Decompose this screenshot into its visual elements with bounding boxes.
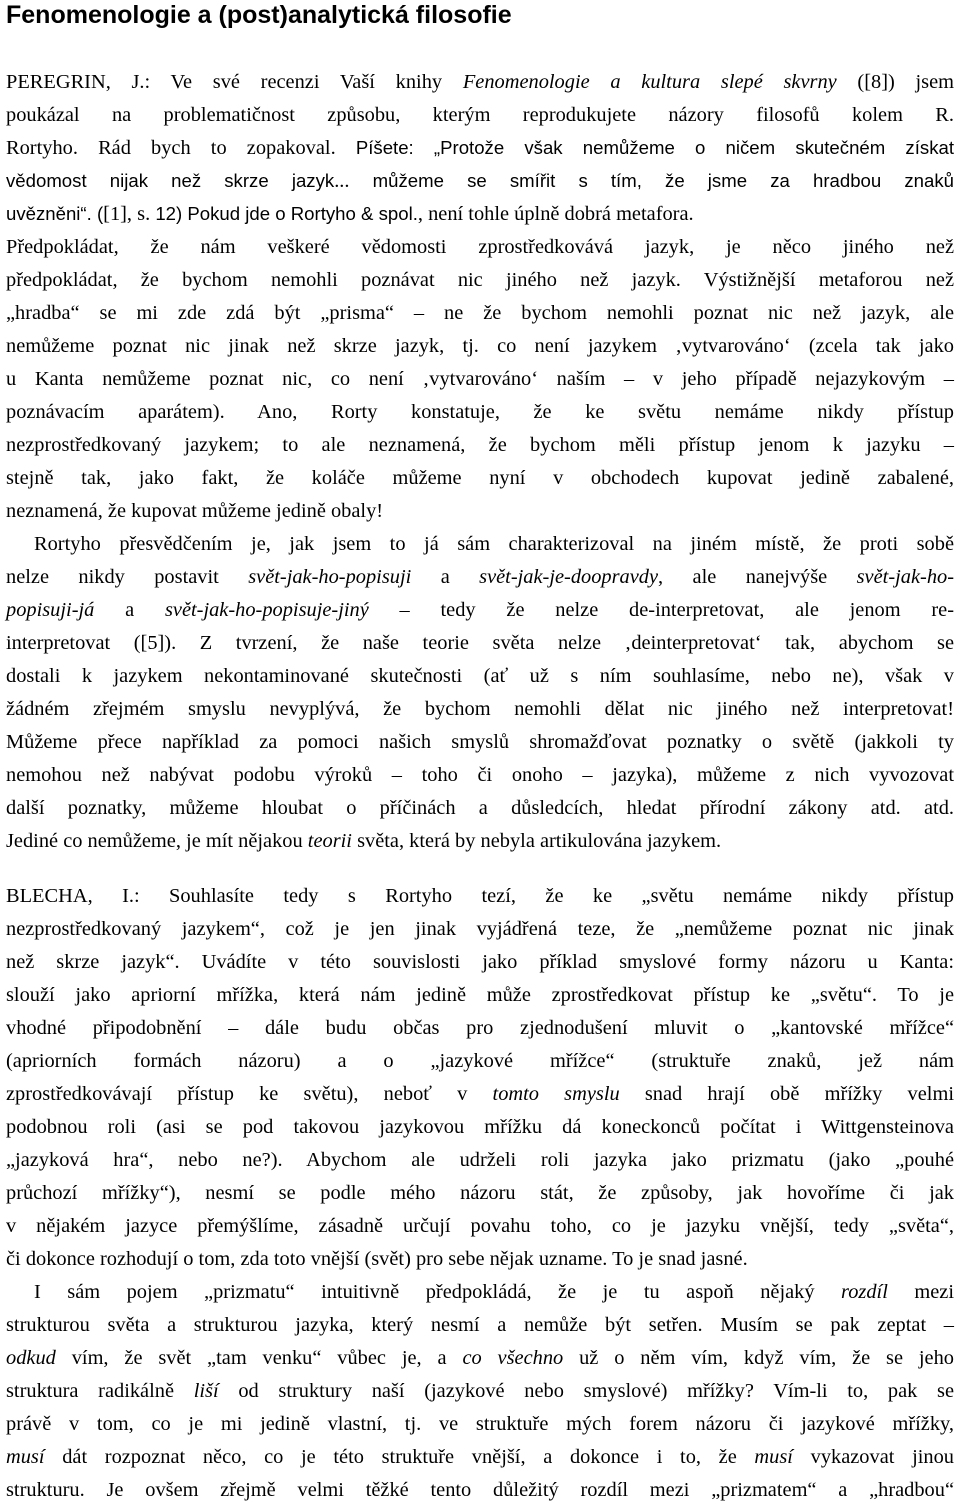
text-line — [6, 628, 954, 658]
text-line — [6, 1310, 954, 1340]
text-segment: Jediné co nemůžeme, je mít nějakou — [6, 830, 308, 852]
text-segment: dostali k jazykem nekontaminované skutečnosti (ať už s ním souhlasíme, nebo ne), však v — [6, 665, 954, 687]
text-segment: „hradba“ se mi zde zdá být „prisma“ – ne že bychom nemohli poznat nic než jazyk, ale — [6, 302, 954, 324]
italic-text-segment: teorii — [307, 830, 352, 852]
text-segment: už o něm vím, když vím, že se jeho — [563, 1347, 954, 1369]
text-line — [6, 1376, 954, 1406]
text-segment: nemohou než nabývat podobu výroků – toho či onoho – jazyka), můžeme z nich vyvozovat — [6, 764, 954, 786]
text-line — [6, 1079, 954, 1109]
italic-text-segment: tomto smyslu — [492, 1083, 620, 1105]
text-line — [6, 1343, 954, 1373]
text-segment: I sám pojem „prizmatu“ intuitivně předpokládá, že je tu aspoň nějaký — [34, 1281, 842, 1303]
text-segment: PEREGRIN, J.: Ve své recenzi Vaší knihy — [6, 71, 463, 93]
text-segment: předpokládat, že bychom nemohli poznávat nic jiného než jazyk. Výstižnější metaforou než — [6, 269, 954, 291]
italic-text-segment: svět-jak-ho-popisuje-jiný — [164, 599, 369, 621]
text-line — [6, 331, 954, 361]
text-segment: poznávacím aparátem). Ano, Rorty konstatuje, že ke světu nemáme nikdy přístup — [6, 401, 954, 423]
page-title: Fenomenologie a (post)analytická filosofie — [6, 1, 512, 29]
text-line — [6, 694, 954, 724]
text-segment: než skrze jazyk“. Uvádíte v této souvislosti jako příklad smyslové formy názoru u Kanta: — [6, 951, 954, 973]
text-line — [6, 1013, 954, 1043]
text-segment: od struktury naší (jazykové nebo smyslové) mřížky? Vím-li to, pak se — [218, 1380, 954, 1402]
text-line — [6, 881, 954, 911]
italic-text-segment: svět-jak-je-doopravdy — [479, 566, 659, 588]
text-segment: poukázal na problematičnost způsobu, kterým reprodukujete názory filosofů kolem R. — [6, 104, 954, 126]
text-segment: dát rozpoznat něco, co je této struktuře vnější, a dokonce i to, že — [44, 1446, 755, 1468]
text-line — [6, 914, 954, 944]
text-segment: Píšete: „Protože však nemůžeme o ničem skutečném získat — [355, 137, 954, 158]
text-line — [6, 496, 954, 526]
text-segment: , ale nanejvýše — [658, 566, 857, 588]
text-segment: struktura radikálně — [6, 1380, 194, 1402]
text-segment: strukturu. Je ovšem zřejmě velmi těžké tento důležitý rozdíl mezi „prizmatem“ a „hradbou“ — [6, 1479, 954, 1501]
text-segment: můžeme se smířit s tím, že jsme za hradbou znaků — [349, 170, 954, 191]
text-line — [6, 1244, 954, 1274]
text-line — [6, 298, 954, 328]
italic-text-segment: svět-jak-ho-popisuji — [248, 566, 412, 588]
italic-text-segment: musí — [6, 1446, 45, 1468]
text-segment: světa, která by nebyla artikulována jazykem. — [351, 830, 722, 852]
text-segment: Rortyho přesvědčením je, jak jsem to já sám charakterizoval na jiném místě, že proti sobě — [34, 533, 954, 555]
text-line — [6, 595, 954, 625]
italic-text-segment: musí — [754, 1446, 793, 1468]
text-segment: 12) Pokud jde o Rortyho & spol. — [150, 203, 418, 224]
text-line — [6, 364, 954, 394]
text-segment: uvězněni“. ( — [6, 203, 104, 224]
text-segment: nezprostředkovaný jazykem; to ale neznamená, že bychom měli přístup jenom k jazyku – — [6, 434, 954, 456]
text-segment: ([8]) jsem — [836, 71, 955, 93]
text-line — [6, 100, 954, 130]
text-line — [34, 1277, 954, 1307]
text-line — [6, 1112, 954, 1142]
text-segment: snad hrají obě mřížky velmi — [619, 1083, 954, 1105]
text-segment: , není tohle úplně dobrá metafora. — [417, 203, 694, 225]
text-segment: interpretovat ([5]). Z tvrzení, že naše teorie světa nelze ‚deinterpretovat‘ tak, abychom se — [6, 632, 954, 654]
text-segment: (apriorních formách názoru) a o „jazykové mřížce“ (struktuře znaků, jež nám — [6, 1050, 954, 1072]
text-segment: nemůžeme poznat nic jinak než skrze jazyk, tj. co není jazykem ‚vytvarováno‘ (zcela tak jako — [6, 335, 954, 357]
italic-text-segment: rozdíl — [841, 1281, 888, 1303]
text-segment: vím, že svět „tam venku“ vůbec je, a — [55, 1347, 463, 1369]
text-line — [6, 760, 954, 790]
text-line — [6, 826, 954, 856]
text-segment: „jazyková hra“, nebo ne?). Abychom ale udrželi roli jazyka jako prizmatu (jako „pouhé — [6, 1149, 954, 1171]
italic-text-segment: popisuji-já — [6, 599, 95, 621]
text-line — [6, 727, 954, 757]
text-line — [6, 430, 954, 460]
text-line — [6, 265, 954, 295]
text-line — [6, 947, 954, 977]
text-line — [6, 1178, 954, 1208]
text-line — [6, 562, 954, 592]
text-segment: podobnou roli (asi se pod takovou jazykovou mřížku dá koneckonců počítat i Wittgensteinova — [6, 1116, 954, 1138]
text-line — [6, 463, 954, 493]
text-line — [6, 1145, 954, 1175]
text-line — [6, 1211, 954, 1241]
text-segment: vhodné připodobnění – dále budu občas pro zjednodušení mluvit o „kantovské mřížce“ — [6, 1017, 954, 1039]
italic-text-segment: co všechno — [462, 1347, 564, 1369]
text-segment: ... — [334, 170, 350, 192]
text-segment: strukturou světa a strukturou jazyka, který nesmí a nemůže být setřen. Musím se pak zeptat – — [6, 1314, 954, 1336]
text-segment: [1], s. — [103, 203, 151, 225]
text-segment: Můžeme přece například za pomoci našich smyslů shromažďovat poznatky o světě (jakkoli ty — [6, 731, 954, 753]
text-segment: stejně tak, jako fakt, že koláče můžeme nyní v obchodech kupovat jedině zabalené, — [6, 467, 954, 489]
italic-text-segment: svět-jak-ho- — [856, 566, 954, 588]
text-segment: vykazovat jinou — [792, 1446, 954, 1468]
text-segment: další poznatky, můžeme hloubat o příčinách a důsledcích, hledat přírodní zákony atd. atd. — [6, 797, 954, 819]
text-line — [6, 793, 954, 823]
text-segment: vědomost nijak než skrze jazyk — [6, 170, 335, 191]
italic-text-segment: Fenomenologie a kultura slepé skvrny — [462, 71, 837, 93]
text-line — [6, 397, 954, 427]
text-line — [6, 980, 954, 1010]
text-segment: v nějakém jazyce přemýšlíme, zásadně určují povahu toho, co je jazyku vnější, tedy „světa“, — [6, 1215, 954, 1237]
text-segment: zprostředkovávají přístup ke světu), neboť v — [6, 1083, 493, 1105]
text-segment: Rortyho. Rád bych to zopakoval. — [6, 137, 356, 159]
italic-text-segment: odkud — [6, 1347, 56, 1369]
text-segment: nezprostředkovaný jazykem“, což je jen jinak vyjádřená teze, že „nemůžeme poznat nic jinak — [6, 918, 954, 940]
text-line — [6, 1409, 954, 1439]
text-segment: Předpokládat, že nám veškeré vědomosti zprostředkovává jazyk, je něco jiného než — [6, 236, 954, 258]
text-segment: neznamená, že kupovat můžeme jedině obaly! — [6, 500, 384, 522]
text-segment: právě v tom, co je mi jedině vlastní, tj. ve struktuře mých forem názoru či jazykové mřížky, — [6, 1413, 954, 1435]
text-segment: nelze nikdy postavit — [6, 566, 249, 588]
text-line — [6, 661, 954, 691]
text-line — [6, 67, 954, 97]
text-line — [6, 232, 954, 262]
text-segment: u Kanta nemůžeme poznat nic, co není ‚vytvarováno‘ naším – v jeho případě nejazykovým – — [6, 368, 954, 390]
text-line — [6, 1442, 954, 1472]
text-line — [6, 1475, 954, 1505]
text-line — [34, 529, 954, 559]
text-segment: mezi — [887, 1281, 954, 1303]
italic-text-segment: liší — [193, 1380, 219, 1402]
text-segment: – tedy že nelze de-interpretovat, ale jenom re- — [368, 599, 954, 621]
text-line — [6, 133, 954, 163]
text-segment: či dokonce rozhodují o tom, zda toto vnější (svět) pro sebe nějak uzname. To je snad jasné. — [6, 1248, 748, 1270]
text-segment: a — [94, 599, 165, 621]
text-segment: žádném zřejmém smyslu nevyplývá, že bychom nemohli dělat nic jiného než interpretovat! — [6, 698, 954, 720]
text-segment: průchozí mřížky“), nesmí se podle mého názoru stát, že způsoby, jak hovoříme či jak — [6, 1182, 954, 1204]
text-segment: BLECHA, I.: Souhlasíte tedy s Rortyho tezí, že ke „světu nemáme nikdy přístup — [6, 885, 954, 907]
text-line — [6, 199, 954, 229]
text-segment: a — [411, 566, 480, 588]
text-line — [6, 166, 954, 196]
text-segment: slouží jako apriorní mřížka, která nám jedině může zprostředkovat přístup ke „světu“. To je — [6, 984, 954, 1006]
text-line — [6, 1046, 954, 1076]
